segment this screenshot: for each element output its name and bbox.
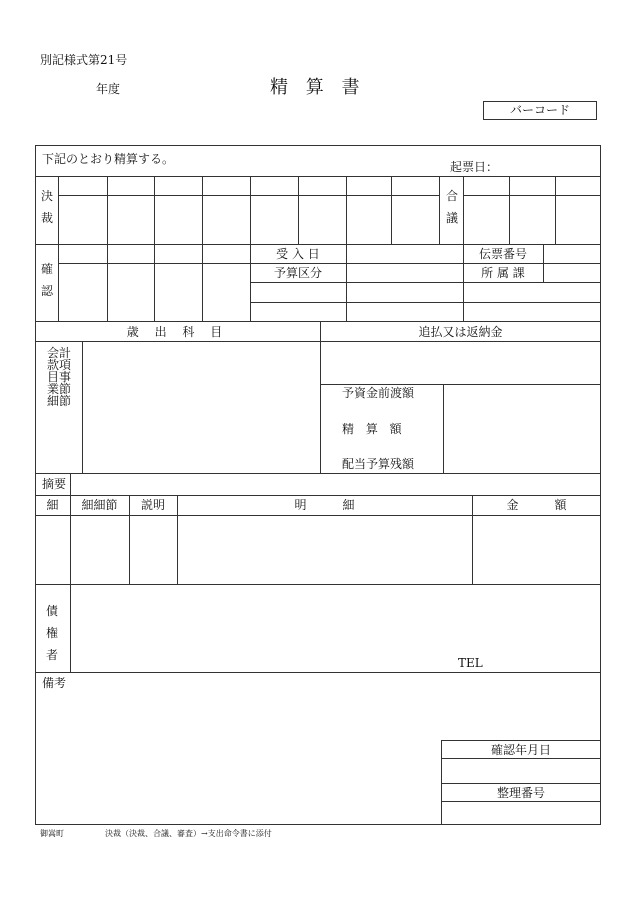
tel-label: TEL [458, 656, 483, 670]
confirm-date-label: 確認年月日 [490, 743, 551, 757]
confirm-label: 確認 [40, 262, 53, 298]
refund-label: 追払又は返納金 [418, 325, 503, 339]
barcode-box: バーコード [483, 101, 597, 120]
form-number: 別記様式第21号 [40, 53, 128, 67]
col-amount: 金 額 [506, 498, 567, 512]
col-explanation: 説明 [140, 498, 165, 512]
reference-number-label: 整理番号 [496, 786, 545, 800]
account-labels: 会計款項目事業節細節 [46, 346, 71, 408]
fiscal-year-label: 年度 [96, 82, 121, 96]
col-subsection: 細細節 [81, 498, 118, 512]
slip-number-label: 伝票番号 [478, 247, 527, 261]
expenditure-item-label: 歳 出 科 目 [126, 325, 229, 339]
received-date-label: 受 入 日 [276, 247, 320, 261]
creditor-label: 債権者 [45, 604, 58, 662]
intro-text: 下記のとおり精算する。 [42, 152, 175, 166]
remaining-budget-label: 配当予算残額 [342, 457, 415, 471]
advance-amount-label: 予資金前渡額 [342, 386, 415, 400]
issue-date-label: 起票日： [450, 160, 499, 174]
budget-category-label: 予算区分 [273, 266, 322, 280]
col-detail: 明 細 [294, 498, 355, 512]
issuer: 御嵩町 [40, 829, 64, 838]
council-label: 合議 [445, 189, 458, 225]
col-section: 細 [46, 498, 59, 512]
routing-note: 決裁（決裁、合議、審査）→支出命令書に添付 [105, 829, 272, 838]
remarks-label: 備考 [42, 676, 67, 690]
department-label: 所 属 課 [481, 266, 525, 280]
settlement-amount-label: 精 算 額 [342, 422, 406, 436]
decision-label: 決裁 [40, 189, 53, 225]
page-title: 精 算 書 [270, 77, 366, 98]
summary-label: 摘要 [42, 477, 67, 491]
